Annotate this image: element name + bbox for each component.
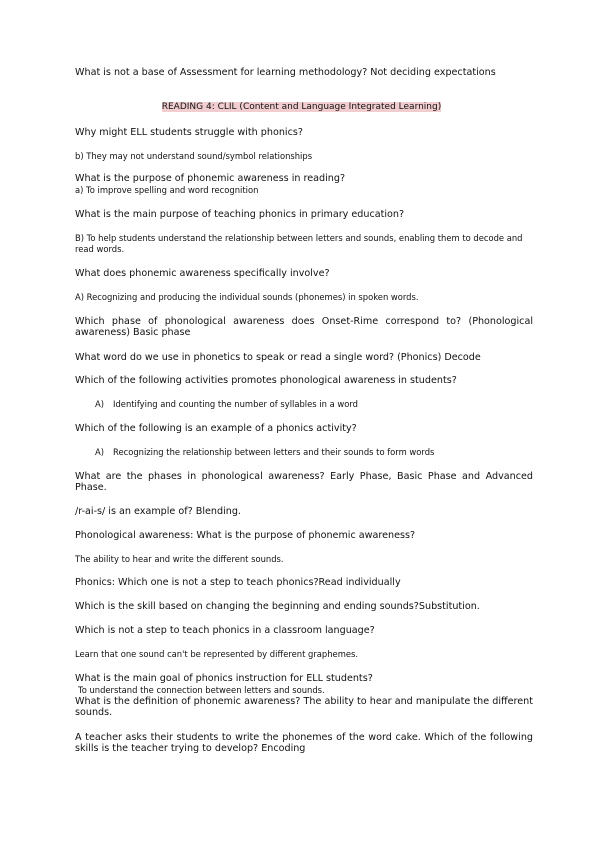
- question-phonemic-purpose: What is the purpose of phonemic awareness in reading?: [75, 173, 346, 184]
- question-classroom-language: Which is not a step to teach phonics in a classroom language?: [75, 625, 375, 636]
- list-marker: A): [95, 399, 104, 409]
- question-phases: What are the phases in phonological awareness? Early Phase, Basic Phase and Advanced Phase.: [75, 471, 533, 493]
- list-item-text: Recognizing the relationship between letters and their sounds to form words: [113, 447, 435, 457]
- question-phonemic-awareness: Phonological awareness: What is the purpose of phonemic awareness?: [75, 530, 416, 541]
- question-main-goal: What is the main goal of phonics instruction for ELL students?: [75, 673, 373, 684]
- question-substitution: Which is the skill based on changing the beginning and ending sounds?Substitution.: [75, 601, 480, 612]
- question-phonics-activity: Which of the following is an example of a phonics activity?: [75, 423, 357, 434]
- section-heading-text: READING 4: CLIL (Content and Language Integrated Learning): [161, 102, 442, 112]
- list-item-text: Identifying and counting the number of syllables in a word: [113, 399, 358, 409]
- answer-ell-phonics: b) They may not understand sound/symbol relationships: [75, 151, 313, 161]
- list-item: [95, 399, 358, 410]
- question-phonics-purpose: What is the main purpose of teaching phonics in primary education?: [75, 209, 405, 220]
- question-encoding: A teacher asks their students to write the phonemes of the word cake. Which of the following skills is the teacher trying to develop? Encoding: [75, 732, 533, 754]
- section-heading: [0, 102, 603, 113]
- question-blending: /r-ai-s/ is an example of? Blending.: [75, 506, 241, 517]
- question-phonemic-involve: What does phonemic awareness specifically involve?: [75, 268, 330, 279]
- question-assessment: What is not a base of Assessment for learning methodology? Not deciding expectations: [75, 67, 496, 78]
- answer-main-goal: To understand the connection between letters and sounds.: [78, 685, 325, 695]
- answer-phonics-purpose: B) To help students understand the relationship between letters and sounds, enabling them to decode and read words.: [75, 233, 523, 254]
- question-definition: What is the definition of phonemic awareness? The ability to hear and manipulate the different sounds.: [75, 696, 533, 718]
- question-onset-rime: Which phase of phonological awareness does Onset-Rime correspond to? (Phonological awareness) Basic phase: [75, 316, 533, 338]
- list-item: [95, 447, 434, 458]
- answer-phonemic-awareness: The ability to hear and write the different sounds.: [75, 554, 284, 564]
- answer-phonemic-purpose: a) To improve spelling and word recognition: [75, 185, 259, 195]
- list-marker: A): [95, 447, 104, 457]
- question-decode: What word do we use in phonetics to speak or read a single word? (Phonics) Decode: [75, 352, 481, 363]
- question-ell-phonics: Why might ELL students struggle with phonics?: [75, 127, 303, 138]
- answer-phonemic-involve: A) Recognizing and producing the individual sounds (phonemes) in spoken words.: [75, 292, 419, 302]
- question-not-step: Phonics: Which one is not a step to teach phonics?Read individually: [75, 577, 401, 588]
- answer-classroom-language: Learn that one sound can't be represented by different graphemes.: [75, 649, 359, 659]
- question-activities: Which of the following activities promotes phonological awareness in students?: [75, 375, 457, 386]
